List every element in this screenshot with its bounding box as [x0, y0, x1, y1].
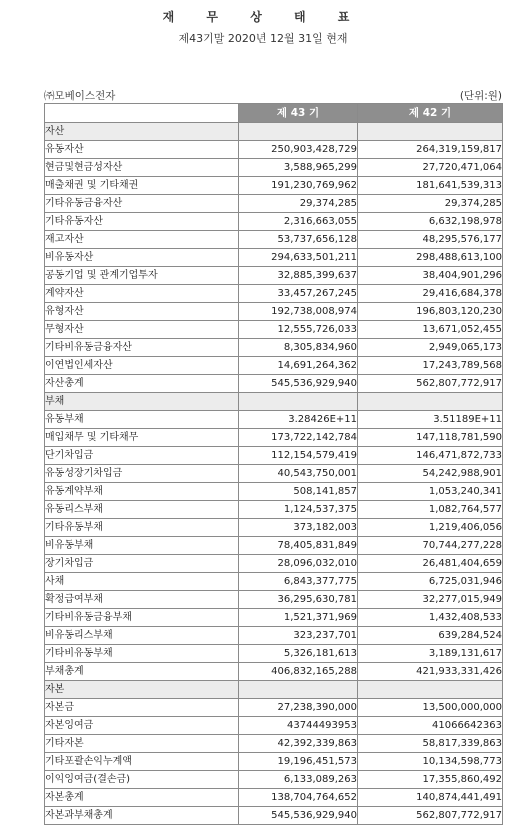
account-label: 자본금: [45, 699, 239, 717]
prior-period-value: 3,189,131,617: [358, 645, 503, 663]
prior-period-value: 48,295,576,177: [358, 231, 503, 249]
prior-period-value: 70,744,277,228: [358, 537, 503, 555]
current-period-value: 112,154,579,419: [239, 447, 358, 465]
account-label: 자본총계: [45, 789, 239, 807]
table-row: [45, 483, 503, 501]
current-period-value: 43744493953: [239, 717, 358, 735]
prior-period-value: 421,933,331,426: [358, 663, 503, 681]
current-period-value: [239, 393, 358, 411]
account-label: 유동리스부채: [45, 501, 239, 519]
prior-period-value: 140,874,441,491: [358, 789, 503, 807]
prior-period-value: [358, 393, 503, 411]
table-row: [45, 141, 503, 159]
prior-period-value: 181,641,539,313: [358, 177, 503, 195]
prior-period-value: 13,671,052,455: [358, 321, 503, 339]
current-period-value: 19,196,451,573: [239, 753, 358, 771]
prior-period-value: 38,404,901,296: [358, 267, 503, 285]
company-name: ㈜모베이스전자: [44, 90, 116, 102]
table-row: [45, 537, 503, 555]
section-row: [45, 393, 503, 411]
prior-period-value: 196,803,120,230: [358, 303, 503, 321]
current-period-value: 32,885,399,637: [239, 267, 358, 285]
account-label: 공동기업 및 관계기업투자: [45, 267, 239, 285]
account-label: 비유동부채: [45, 537, 239, 555]
prior-period-value: 146,471,872,733: [358, 447, 503, 465]
table-row: [45, 519, 503, 537]
account-label: 확정급여부채: [45, 591, 239, 609]
prior-period-value: 562,807,772,917: [358, 807, 503, 825]
account-label: 기타비유동금융자산: [45, 339, 239, 357]
table-row: [45, 357, 503, 375]
table-row: [45, 375, 503, 393]
table-row: [45, 771, 503, 789]
unit-label: (단위:원): [459, 90, 502, 102]
prior-period-value: 562,807,772,917: [358, 375, 503, 393]
prior-period-value: 41066642363: [358, 717, 503, 735]
account-label: 단기차입금: [45, 447, 239, 465]
current-period-value: 138,704,764,652: [239, 789, 358, 807]
current-period-value: 6,843,377,775: [239, 573, 358, 591]
table-row: [45, 429, 503, 447]
prior-period-value: 26,481,404,659: [358, 555, 503, 573]
table-row: [45, 213, 503, 231]
current-period-value: 3,588,965,299: [239, 159, 358, 177]
table-row: [45, 627, 503, 645]
table-row: [45, 555, 503, 573]
statement-title: 재 무 상 태 표: [162, 10, 364, 24]
account-label: 기타포괄손익누계액: [45, 753, 239, 771]
prior-period-value: 639,284,524: [358, 627, 503, 645]
prior-period-value: 58,817,339,863: [358, 735, 503, 753]
table-row: [45, 591, 503, 609]
prior-period-value: [358, 123, 503, 141]
account-label: 장기차입금: [45, 555, 239, 573]
prior-period-value: 10,134,598,773: [358, 753, 503, 771]
account-label: 비유동자산: [45, 249, 239, 267]
prior-period-value: 17,355,860,492: [358, 771, 503, 789]
table-header-row: [45, 104, 503, 123]
current-period-value: [239, 123, 358, 141]
account-label: 기타유동자산: [45, 213, 239, 231]
table-row: [45, 735, 503, 753]
current-period-value: 40,543,750,001: [239, 465, 358, 483]
table-row: [45, 753, 503, 771]
table-row: [45, 699, 503, 717]
table-row: [45, 411, 503, 429]
prior-period-value: 1,219,406,056: [358, 519, 503, 537]
table-row: [45, 339, 503, 357]
prior-period-value: 6,725,031,946: [358, 573, 503, 591]
current-period-value: 3.28426E+11: [239, 411, 358, 429]
prior-period-value: 27,720,471,064: [358, 159, 503, 177]
current-period-value: 192,738,008,974: [239, 303, 358, 321]
prior-period-value: [358, 681, 503, 699]
current-period-value: 191,230,769,962: [239, 177, 358, 195]
account-label: 자본잉여금: [45, 717, 239, 735]
table-row: [45, 807, 503, 825]
table-row: [45, 447, 503, 465]
current-period-value: 14,691,264,362: [239, 357, 358, 375]
current-period-value: 1,124,537,375: [239, 501, 358, 519]
account-label: 유동부채: [45, 411, 239, 429]
account-label: 기타비유동부채: [45, 645, 239, 663]
current-period-value: 2,316,663,055: [239, 213, 358, 231]
table-row: [45, 645, 503, 663]
table-row: [45, 663, 503, 681]
table-row: [45, 609, 503, 627]
prior-period-value: 264,319,159,817: [358, 141, 503, 159]
current-period-value: 6,133,089,263: [239, 771, 358, 789]
prior-period-value: 17,243,789,568: [358, 357, 503, 375]
account-label: 자산: [45, 123, 239, 141]
account-label: 자본과부채총계: [45, 807, 239, 825]
section-row: [45, 123, 503, 141]
account-label: 계약자산: [45, 285, 239, 303]
table-row: [45, 267, 503, 285]
current-period-value: 545,536,929,940: [239, 375, 358, 393]
account-label: 유동성장기차입금: [45, 465, 239, 483]
prior-period-value: 54,242,988,901: [358, 465, 503, 483]
account-label: 무형자산: [45, 321, 239, 339]
account-label: 유형자산: [45, 303, 239, 321]
current-period-value: 406,832,165,288: [239, 663, 358, 681]
prior-period-value: 3.51189E+11: [358, 411, 503, 429]
prior-period-value: 13,500,000,000: [358, 699, 503, 717]
account-label: 자산총계: [45, 375, 239, 393]
account-label: 기타자본: [45, 735, 239, 753]
prior-period-value: 29,374,285: [358, 195, 503, 213]
current-period-value: 1,521,371,969: [239, 609, 358, 627]
balance-sheet-table: [44, 103, 503, 825]
current-period-value: 545,536,929,940: [239, 807, 358, 825]
current-period-value: 8,305,834,960: [239, 339, 358, 357]
account-label: 재고자산: [45, 231, 239, 249]
table-row: [45, 177, 503, 195]
table-row: [45, 195, 503, 213]
prior-period-value: 1,082,764,577: [358, 501, 503, 519]
prior-period-value: 2,949,065,173: [358, 339, 503, 357]
table-row: [45, 321, 503, 339]
current-period-value: 373,182,003: [239, 519, 358, 537]
table-row: [45, 573, 503, 591]
account-label: 부채총계: [45, 663, 239, 681]
column-header-current: 제 43 기: [239, 104, 358, 123]
account-label: 유동계약부채: [45, 483, 239, 501]
table-row: [45, 231, 503, 249]
table-row: [45, 789, 503, 807]
account-label: 현금및현금성자산: [45, 159, 239, 177]
account-label: 유동자산: [45, 141, 239, 159]
prior-period-value: 6,632,198,978: [358, 213, 503, 231]
header-blank-cell: [45, 104, 239, 123]
current-period-value: 29,374,285: [239, 195, 358, 213]
account-label: 자본: [45, 681, 239, 699]
current-period-value: 508,141,857: [239, 483, 358, 501]
current-period-value: 53,737,656,128: [239, 231, 358, 249]
current-period-value: 173,722,142,784: [239, 429, 358, 447]
table-row: [45, 285, 503, 303]
current-period-value: 78,405,831,849: [239, 537, 358, 555]
section-row: [45, 681, 503, 699]
account-label: 기타유동금융자산: [45, 195, 239, 213]
current-period-value: 250,903,428,729: [239, 141, 358, 159]
current-period-value: 323,237,701: [239, 627, 358, 645]
table-row: [45, 159, 503, 177]
current-period-value: 27,238,390,000: [239, 699, 358, 717]
table-row: [45, 303, 503, 321]
statement-date: 제43기말 2020년 12월 31일 현재: [178, 32, 348, 45]
prior-period-value: 298,488,613,100: [358, 249, 503, 267]
account-label: 비유동리스부채: [45, 627, 239, 645]
prior-period-value: 29,416,684,378: [358, 285, 503, 303]
account-label: 이연법인세자산: [45, 357, 239, 375]
prior-period-value: 32,277,015,949: [358, 591, 503, 609]
current-period-value: 12,555,726,033: [239, 321, 358, 339]
table-row: [45, 501, 503, 519]
current-period-value: 5,326,181,613: [239, 645, 358, 663]
table-body: [45, 123, 503, 825]
prior-period-value: 147,118,781,590: [358, 429, 503, 447]
table-row: [45, 249, 503, 267]
account-label: 이익잉여금(결손금): [45, 771, 239, 789]
current-period-value: 294,633,501,211: [239, 249, 358, 267]
column-header-prior: 제 42 기: [358, 104, 503, 123]
account-label: 부채: [45, 393, 239, 411]
account-label: 사채: [45, 573, 239, 591]
current-period-value: 28,096,032,010: [239, 555, 358, 573]
current-period-value: 33,457,267,245: [239, 285, 358, 303]
prior-period-value: 1,053,240,341: [358, 483, 503, 501]
current-period-value: 42,392,339,863: [239, 735, 358, 753]
table-row: [45, 717, 503, 735]
account-label: 기타비유동금융부채: [45, 609, 239, 627]
current-period-value: [239, 681, 358, 699]
current-period-value: 36,295,630,781: [239, 591, 358, 609]
account-label: 매출채권 및 기타채권: [45, 177, 239, 195]
account-label: 매입채무 및 기타채무: [45, 429, 239, 447]
prior-period-value: 1,432,408,533: [358, 609, 503, 627]
table-row: [45, 465, 503, 483]
account-label: 기타유동부채: [45, 519, 239, 537]
